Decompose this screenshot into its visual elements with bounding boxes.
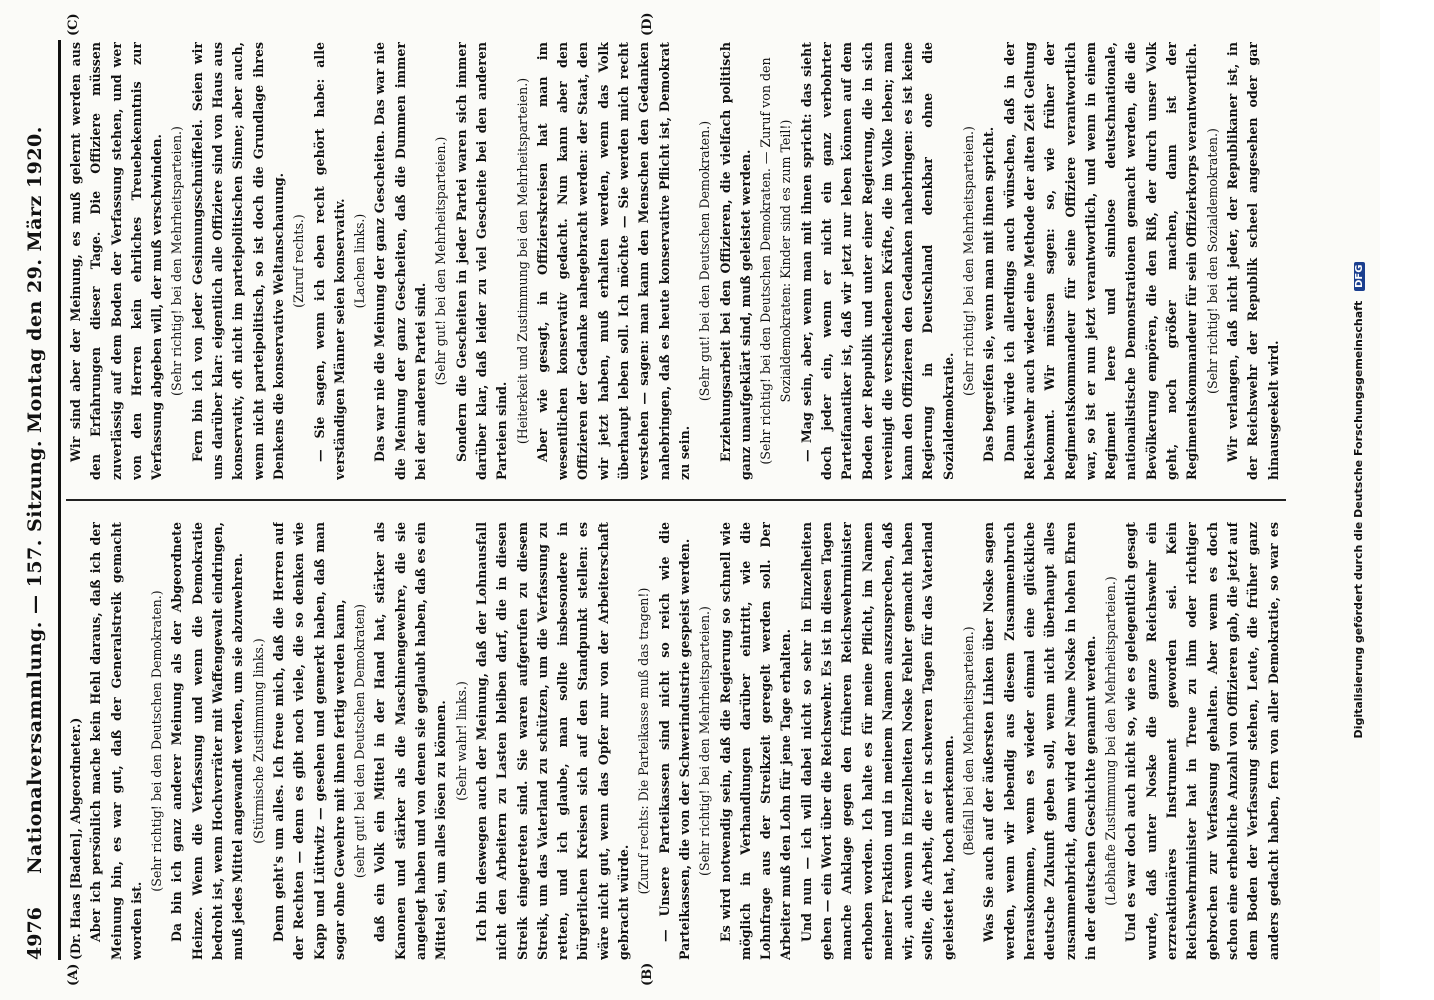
page-title: Nationalversammlung. — 157. Sitzung. Montag den 29. März 1920.	[24, 126, 46, 874]
right-paragraph: — Sie sagen, wenn ich eben recht gehört habe: alle verständigen Männer seien konservativ.	[311, 42, 347, 480]
left-paragraph: — Unsere Parteikassen sind nicht so reich wie die Parteikassen, die von der Schwerindustrie gespeist werden.	[656, 522, 692, 960]
right-interjection: (Zuruf rechts.)	[291, 214, 307, 308]
right-interjection: (Lachen links.)	[352, 213, 368, 309]
margin-marker-c: (C)	[66, 13, 81, 36]
left-paragraph: (Dr. Haas [Baden], Abgeordneter.)	[68, 717, 83, 960]
right-interjection: (Sehr gut! bei den Mehrheitsparteien.)	[433, 136, 449, 386]
left-paragraph: Aber ich persönlich mache kein Hehl daraus, daß ich der Meinung bin, es war gut, daß der Generalstreik gemacht worden ist.	[88, 522, 144, 960]
column-divider	[66, 499, 1286, 501]
right-paragraph: Fern bin ich von jeder Gesinnungsschnüffelei. Seien wir uns darüber klar: eigentlich alle Offiziere sind von Haus aus konservativ, oft nicht im parteipolitischen Sinne; aber auch, wenn nicht parteipolitisch, so ist doch die Grundlage ihres Denkens die konservative Weltanschauung.	[189, 42, 286, 480]
right-paragraph: — Mag sein, aber, wenn man mit ihnen spricht: das sieht doch jeder ein, wenn er nicht ein ganz verbohrter Parteifanatiker ist, daß wir jetzt nur leben können auf dem Boden der Republik und unter einer Regierung, die in sich vereinigt die verschiedenen Kräfte, die im Volke leben; man kann den Offizieren den Gedanken nahebringen: es ist keine Regierung in Deutschland denkbar ohne die Sozialdemokratie.	[798, 42, 956, 480]
right-paragraph: Sondern die Gescheiten in jeder Partei waren sich immer darüber klar, daß leider zu viel Gescheite bei den anderen Parteien sind.	[453, 42, 510, 480]
right-paragraph: Das war nie die Meinung der ganz Gescheiten. Das war nie die Meinung der ganz Gescheiten, daß die Dummen immer bei der anderen Partei sind.	[372, 42, 429, 480]
right-interjection: (Sehr richtig! bei den Sozialdemokraten.)	[1204, 128, 1220, 394]
left-interjection: (Sehr richtig! bei den Deutschen Demokraten.)	[149, 590, 165, 892]
right-interjection	[1284, 42, 1286, 480]
left-paragraph: daß ein Volk ein Mittel in der Hand hat, stärker als Kanonen und stärker als die Maschinengewehre, die sie angelegt haben und von denen sie geglaubt haben, daß es ein Mittel sei, um alles lösen zu können.	[372, 522, 449, 960]
page-header	[18, 40, 61, 960]
right-paragraph: Wir sind aber der Meinung, es muß gelernt werden aus den Erfahrungen dieser Tage. Die Offiziere müssen zuverlässig auf dem Boden der Verfassung stehen, und wer von den Herren kein ehrliches Treuebekenntnis zur Verfassung abgeben will, der muß verschwinden.	[68, 42, 165, 480]
margin-marker-d: (D)	[640, 12, 655, 36]
right-paragraph: Das begreifen sie, wenn man mit ihnen spricht.	[981, 126, 997, 462]
right-interjection: (Sehr gut! bei den Deutschen Demokraten.)	[697, 120, 713, 402]
footer-credit	[1352, 0, 1374, 1000]
left-paragraph: Ich bin deswegen auch der Meinung, daß der Lohnausfall nicht den Arbeitern zu Lasten bleiben darf, die in diesen Streik eingetreten sind. Sie waren aufgerufen zu diesem Streik, um das Vaterland zu schützen, um die Verfassung zu retten, und ich glaube, man sollte insbesondere in bürgerlichen Kreisen sich auf den Standpunkt stellen: es wäre nicht gut, wenn das Opfer nur von der Arbeiterschaft gebracht würde.	[473, 522, 632, 960]
right-interjection: (Sehr richtig! bei den Deutschen Demokraten. — Zuruf von den Sozialdemokraten: Kinder sind es zum Teil!)	[758, 57, 794, 465]
left-paragraph: Was Sie auch auf der äußersten Linken über Noske sagen werden, wenn wir lebendig aus diesem Zusammenbruch herauskommen, wenn es wieder einmal eine glückliche deutsche Zukunft geben soll, wenn nicht überhaupt alles zusammenbricht, dann wird der Name Noske in hohen Ehren in der deutschen Geschichte genannt werden.	[981, 522, 1098, 960]
left-interjection: (Zuruf rechts: Die Parteikasse muß das tragen!)	[636, 587, 652, 895]
right-paragraph: Dann würde ich allerdings auch wünschen, daß in der Reichswehr auch wieder eine Methode der alten Zeit Geltung bekommt. Wir müssen sagen: so, wie früher der Regimentskommandeur für seine Offiziere verantwortlich war, so ist er nun jetzt verantwortlich, und wenn in einem Regiment leere und sinnlose deutschnationale, nationalistische Demonstrationen gemacht werden, die die Bevölkerung empören, die den Riß, der durch unser Volk geht, noch größer machen, dann ist der Regimentskommandeur für sein Offizierkorps verantwortlich.	[1001, 42, 1200, 480]
left-text-column	[66, 522, 1286, 960]
right-interjection: (Sehr richtig! bei den Mehrheitsparteien.)	[169, 126, 185, 396]
left-interjection: (Stürmische Zustimmung links.)	[250, 638, 266, 844]
left-paragraph: Da bin ich ganz anderer Meinung als der Abgeordnete Heinze. Wenn die Verfassung und wenn die Demokratie bedroht ist, wenn Hochverräter mit Waffengewalt eindringen, muß jedes Mittel angewandt werden, um sie abzuwehren.	[169, 522, 246, 960]
left-interjection: (Lebhafte Zustimmung bei den Mehrheitsparteien.)	[1103, 576, 1119, 906]
left-interjection: (sehr gut! bei den Deutschen Demokraten)	[352, 603, 368, 879]
right-interjection: (Sehr richtig! bei den Mehrheitsparteien.)	[961, 126, 977, 396]
left-interjection: (Sehr wahr! links.)	[453, 681, 469, 801]
left-paragraph: Denn geht's um alles. Ich freue mich, daß die Herren auf der Rechten — denn es gibt noch viele, die so denken wie Kapp und Lüttwitz — gesehen und gemerkt haben, daß man sogar ohne Gewehre mit ihnen fertig werden kann,	[270, 522, 347, 960]
page-number: 4976	[24, 907, 46, 960]
right-interjection: (Heiterkeit und Zustimmung bei den Mehrheitsparteien.)	[514, 77, 530, 445]
left-paragraph: Und es war doch auch nicht so, wie es gelegentlich gesagt wurde, daß unter Noske die ganze Reichswehr ein erzreaktionäres Instrument geworden sei. Kein Reichswehrminister hat in Treue zu ihm oder richtiger gebrochen zur Verfassung gehalten. Aber wenn es doch schon eine erhebliche Anzahl von Offizieren gab, die jetzt auf dem Boden der Verfassung stehen, Leute, die früher ganz anders gedacht haben, fern von aller Demokratie, so war es	[1123, 522, 1281, 960]
left-paragraph: Und nun — ich will dabei nicht so sehr in Einzelheiten gehen — ein Wort über die Reichswehr. Es ist in diesen Tagen manche Anklage gegen den früheren Reichswehrminister erhoben worden. Ich halte es für meine Pflicht, im Namen meiner Fraktion und in meinem Namen auszusprechen, daß wir, auch wenn in Einzelheiten Noske Fehler gemacht haben sollte, die Arbeit, die er in schweren Tagen für das Vaterland geleistet hat, hoch anerkennen.	[798, 522, 956, 960]
margin-marker-a: (A)	[66, 963, 81, 986]
left-interjection: (Sehr richtig! bei den Mehrheitsparteien.)	[697, 606, 713, 876]
right-paragraph: Aber wie gesagt, in Offizierskreisen hat man im wesentlichen konservativ gedacht. Nun kann aber den Offizieren der Gedanke nahegebracht werden: der Staat, den wir jetzt haben, muß erhalten werden, wenn das Volk überhaupt leben soll. Ich möchte — Sie werden mich recht verstehen — sagen: man kann den Menschen den Gedanken nahebringen, daß es heute konservative Pflicht ist, Demokrat zu sein.	[534, 42, 692, 480]
right-text-column	[66, 42, 1286, 480]
margin-marker-b: (B)	[640, 962, 655, 986]
left-interjection: (Beifall bei den Mehrheitsparteien.)	[961, 626, 977, 856]
dfg-logo: DFG	[1354, 262, 1365, 291]
right-paragraph: Erziehungsarbeit bei den Offizieren, die vielfach politisch ganz unaufgeklärt sind, muß geleistet werden.	[717, 42, 753, 480]
footer-text: Digitalisierung gefördert durch die Deutsche Forschungsgemeinschaft	[1352, 300, 1365, 739]
left-paragraph: Es wird notwendig sein, daß die Regierung so schnell wie möglich in Verhandlungen darüber eintritt, wie die Lohnfrage aus der Streikzeit geregelt werden soll. Der Arbeiter muß den Lohn für jene Tage erhalten.	[717, 522, 794, 960]
right-paragraph: Wir verlangen, daß nicht jeder, der Republikaner ist, in der Reichswehr der Republik scheel angesehen oder gar hinausgeekelt wird.	[1224, 42, 1281, 480]
